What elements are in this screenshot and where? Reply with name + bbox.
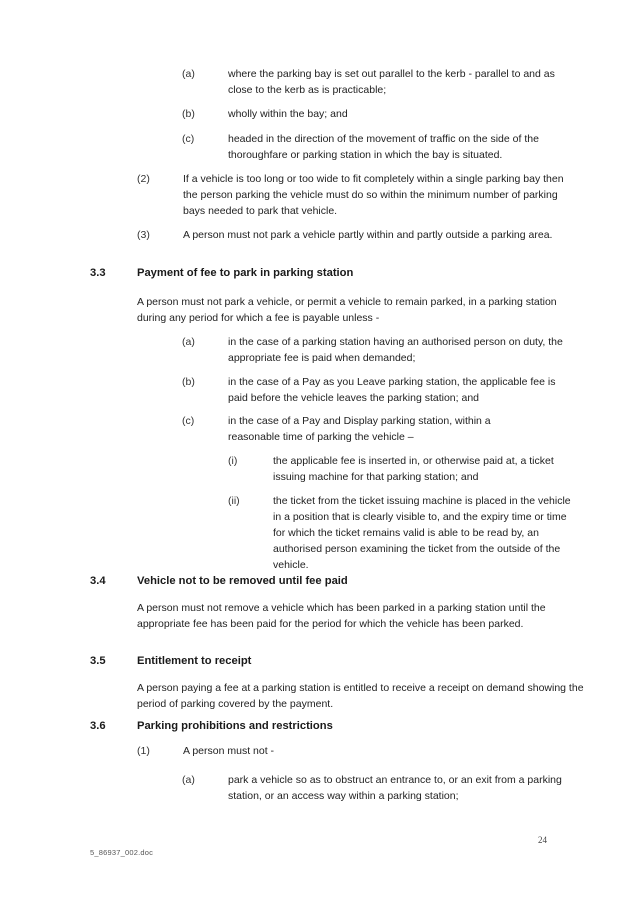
section-title: Entitlement to receipt — [137, 655, 252, 667]
item-text: in the case of a parking station having an authorised person on duty, the appropriate fee is paid when demanded; — [228, 336, 563, 364]
item-text: in the case of a Pay and Display parking station, within a reasonable time of parking the vehicle – — [228, 415, 491, 443]
page-number: 24 — [538, 835, 547, 845]
section-text: A person must not remove a vehicle which has been parked in a parking station until the appropriate fee has been paid for the period for which the vehicle has been parked. — [137, 602, 546, 630]
item-label: (a) — [182, 774, 195, 786]
subclause-text: If a vehicle is too long or too wide to fit completely within a single parking bay then the person parking the vehicle must do so within the minimum number of parking bays needed to park that vehicle. — [183, 173, 564, 217]
item-text: headed in the direction of the movement of traffic on the side of the thoroughfare or parking station in which the bay is situated. — [228, 133, 539, 161]
section-title: Parking prohibitions and restrictions — [137, 720, 333, 732]
subclause-text: A person must not park a vehicle partly within and partly outside a parking area. — [183, 229, 553, 241]
subitem-label: (i) — [228, 455, 238, 467]
section-number: 3.5 — [90, 655, 106, 667]
item-text: park a vehicle so as to obstruct an entrance to, or an exit from a parking station, or an access way within a parking station; — [228, 774, 562, 802]
subitem-label: (ii) — [228, 495, 240, 507]
section-title: Vehicle not to be removed until fee paid — [137, 575, 348, 587]
subclause-label: (3) — [137, 229, 150, 241]
subitem-text: the ticket from the ticket issuing machine is placed in the vehicle in a position that is clearly visible to, and the expiry time or time for which the ticket remains valid is able to be read by, an authorised person examining the ticket from the outside of the vehicle. — [273, 495, 571, 571]
item-label: (b) — [182, 108, 195, 120]
item-label: (c) — [182, 415, 195, 427]
subitem-text: the applicable fee is inserted in, or otherwise paid at, a ticket issuing machine for that parking station; and — [273, 455, 554, 483]
section-number: 3.4 — [90, 575, 106, 587]
section-intro: A person must not park a vehicle, or permit a vehicle to remain parked, in a parking station during any period for which a fee is payable unless - — [137, 296, 557, 324]
item-label: (a) — [182, 68, 195, 80]
footer-filename: 5_86937_002.doc — [90, 848, 154, 857]
subclause-text: A person must not - — [183, 745, 275, 757]
item-text: in the case of a Pay as you Leave parking station, the applicable fee is paid before the vehicle leaves the parking station; and — [228, 376, 556, 404]
item-label: (c) — [182, 133, 195, 145]
subclause-label: (1) — [137, 745, 150, 757]
section-number: 3.3 — [90, 267, 106, 279]
section-title: Payment of fee to park in parking station — [137, 267, 354, 279]
section-text: A person paying a fee at a parking station is entitled to receive a receipt on demand showing the period of parking covered by the payment. — [137, 682, 584, 710]
item-text: wholly within the bay; and — [228, 108, 348, 120]
item-text: where the parking bay is set out parallel to the kerb - parallel to and as close to the kerb as is practicable; — [228, 68, 555, 96]
item-label: (a) — [182, 336, 195, 348]
section-number: 3.6 — [90, 720, 106, 732]
subclause-label: (2) — [137, 173, 150, 185]
item-label: (b) — [182, 376, 195, 388]
